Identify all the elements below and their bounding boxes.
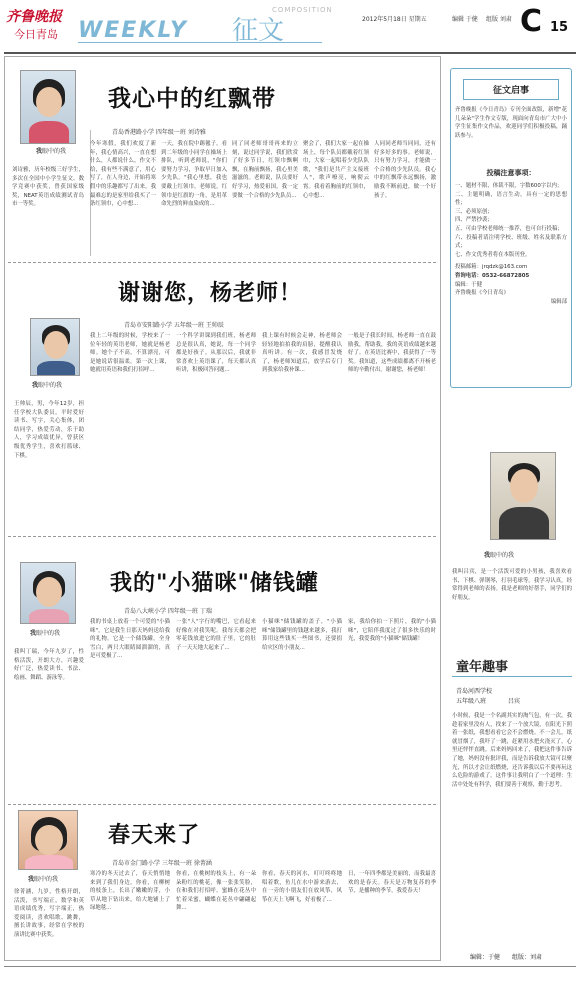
notice-req-0: 一、题材不限，体裁不限，字数600字以内； — [455, 183, 563, 189]
author-photo-3 — [20, 562, 76, 624]
article-title-5: 童年趣事 — [456, 660, 509, 675]
author-bio-5: 我叫吕宾，是一个活泼可爱的小男孩，我喜欢看书、下棋、弹钢琴，打羽毛球等。我学习认真，经常得到老师的表扬。我是老师的好帮手，同学们的好朋友。 — [452, 569, 572, 601]
page-number: 15 — [550, 20, 569, 35]
notice-contact: 编辑：于健 — [455, 281, 482, 288]
author-photo-1 — [20, 70, 76, 144]
article-2-col-4: 一般是子我长时间，杨老师一直在鼓励我，帮助我，我的英语成绩越来越好了。在英语比赛中，我获得了一等奖。我知道，这些成绩都离不开杨老师的辛勤付出。谢谢您，杨老师！ — [348, 333, 436, 374]
notice-body: 齐鲁晚报《今日青岛》专刊全面改版，新增"花儿朵朵"学生作文专版，现面向青岛市广大中小学生征集作文作品，欢迎同学们积极投稿，踊跃参与。 — [455, 107, 567, 139]
notice-phone: 咨询电话：0532-66872805 — [455, 272, 530, 279]
article-5-grade: 五年级八班 — [456, 698, 487, 705]
article-1-col-2: 一天，我在院中踢毽子，看到二年级的小同学在操场上排队，听到老师说，"你们要努力学习，争取早日加入少先队。"我心里想，我也要戴上红领巾。老师说，红领巾是红旗的一角，是用革命先烈的鲜血染成的... — [161, 141, 227, 208]
article-5-rule — [452, 676, 572, 677]
dateline: 2012年5月18日 星期五 — [362, 16, 427, 23]
section-separator — [8, 804, 436, 805]
bottom-rule — [4, 966, 576, 967]
article-5-body: 小时候，我是一个名副其实的淘气包，有一次，我趁着家里没有人，找来了一个放大镜，在阳光下照着一张纸，我想看看它会不会燃烧。不一会儿，纸就冒烟了，我吓了一跳，赶紧用水把火浇灭了，心里还怦怦直跳。后来妈妈回来了，我把这件事告诉了她，妈妈没有批评我，而是告诉我放大镜可以聚光，所以才会让纸燃烧，还告诉我以后不要再玩这么危险的游戏了。这件事让我明白了一个道理：生活中处处有科学，我们要善于观察，勤于思考。 — [452, 713, 572, 788]
article-2-col-1: 我上二年级的时候，学校来了一位年轻的英语老师，她就是杨老师。她个子不高，不算漂亮，可是她说话很温柔。第一次上课，她就用英语和我们打招呼... — [90, 333, 170, 374]
submission-notice-box — [450, 68, 572, 388]
designer-credit: 组版 刘肃 — [486, 16, 512, 23]
article-title-4: 春天来了 — [108, 823, 201, 848]
article-4-col-2: 你看，在桃树的枝头上，有一朵朵粉红的桃花，像一张张笑脸，在和我们打招呼。蜜蜂在花丛中忙着采蜜，蝴蝶在花丛中翩翩起舞... — [176, 871, 256, 912]
photo-caption-2: 我眼中的我 — [32, 382, 63, 389]
footer-designer: 组版：刘肃 — [512, 954, 543, 961]
newspaper-logo: 齐鲁晚报 — [6, 9, 62, 25]
page-letter: C — [520, 4, 543, 39]
author-photo-2 — [30, 318, 80, 376]
author-bio-3: 我叫丁瑞，今年九岁了，性格活泼，开朗大方，兴趣爱好广泛，热爱读书、书法、绘画、舞蹈、游泳等。 — [14, 649, 84, 681]
composition-label: COMPOSITION — [272, 6, 333, 14]
photo-caption-5: 我眼中的我 — [484, 552, 515, 559]
article-byline-2: 青岛市安阳路小学 五年级一班 王帅辰 — [124, 322, 224, 329]
notice-req-4: 五、可由学校老师统一推荐，也可自行投稿； — [455, 225, 563, 232]
article-3-col-3: 小猫咪"储钱罐的盖子，"小猫咪"储钱罐里的钱越来越多，我打算用这些钱买一些图书，还要捐给灾区的小朋友... — [262, 619, 342, 651]
author-bio-4: 徐菁涵，九岁，性格开朗，活泼，书写端正，数学和英语成绩优秀，写字端正，热爱阅读，喜欢唱歌、跳舞，擅长讲故事，经常在学校的演讲比赛中获奖。 — [14, 889, 84, 938]
section-separator — [8, 262, 436, 263]
weekly-label: WEEKLY — [78, 18, 188, 43]
zhengwen-label: 征文 — [232, 16, 285, 46]
notice-org: 齐鲁晚报《今日青岛》 — [455, 290, 509, 297]
article-2-col-2: 一个科学讲课到我们班，杨老师总是很认真，她说，每一个同学都是好孩子。从那以后，我就非常喜欢上英语课了，每天都认真听讲，积极回答问题... — [176, 333, 256, 374]
article-3-col-4: 家，我给你拍一下照片，我的"小猫咪"，它陪伴我度过了很多快乐的时光，我爱我的"小猫咪"储钱罐！ — [348, 619, 436, 643]
notice-req-2: 三、必须原创； — [455, 208, 493, 215]
article-4-col-3: 你看，春天的河水，叮叮咚咚地唱着歌，鱼儿在水中游来游去，在一旁的小朋友们在放风筝，风筝在天上飞啊飞，好看极了... — [262, 871, 342, 903]
masthead-rule — [78, 42, 322, 43]
photo-caption-1: 我眼中的我 — [36, 148, 67, 155]
article-4-col-4: 日，一年四季都是美丽的，而我最喜欢的是春天。春天是万物复苏的季节，是播种的季节，我爱春天！ — [348, 871, 436, 895]
article-2-col-3: 我上课有时候会走神，杨老师会轻轻地拍拍我的肩膀，提醒我认真听讲。有一次，我感冒发烧了，杨老师知道后，放学后专门到我家给我补课... — [262, 333, 342, 374]
section-name: 今日青岛 — [14, 28, 58, 41]
author-photo-4 — [18, 810, 78, 870]
article-1-col-1: 今年寒假，我们欢度了新年，我心情高兴，一直在想什么，人都说什么，作文不给，我有些不满意了，用心写了，在人身边，开始将寒假中的乐趣都写了出来，我最难忘的是家里给我买了一条红领巾，心中想... — [90, 141, 156, 208]
section-separator — [8, 536, 436, 537]
notice-req-3: 四、严禁抄袭； — [455, 217, 493, 224]
top-rule — [4, 52, 576, 54]
article-1-col-4: 聚会了，我们大家一起在操场上，每个队员都戴着红领巾，大家一起唱着少先队队歌，"我们是共产主义接班人"，歌声嘹亮，响彻云霄。我看着胸前的红领巾，心中想... — [303, 141, 369, 199]
article-byline-1: 青岛香港路小学 四年级一班 刘诗雅 — [112, 129, 206, 136]
article-title-2: 谢谢您，杨老师！ — [118, 281, 303, 306]
notice-req-1: 二、主题明确，语言生动，具有一定的思想性； — [455, 191, 567, 207]
photo-caption-4: 我眼中的我 — [28, 876, 59, 883]
editor-credit: 编辑 于健 — [452, 16, 478, 23]
notice-req-6: 七、作文优秀者将在本版刊登。 — [455, 251, 531, 258]
article-title-1: 我心中的红飘带 — [108, 86, 276, 112]
article-3-col-2: 一张"人"字行的嘴巴，它看起来好像在对我笑呢。我每天都会把零花钱放进它的肚子里，它的肚子一天天地大起来了... — [176, 619, 256, 651]
author-bio-1: 刘诗雅，历年校级三好学生，多次在全国中小学生征文、数学竞赛中获奖，曾获国家级奖，NEAT英语成绩测试青岛市一等奖。 — [12, 167, 84, 208]
article-1-col-5: 人同同老师当同同，还有好多好多的事。老师说，只有努力学习，才能做一个合格的少先队员。我心中的红飘带永远飘扬，激励我不断前进，做一个好孩子。 — [374, 141, 436, 199]
notice-email[interactable]: 投稿邮箱：jrqdzk@163.com — [455, 264, 528, 271]
article-5-name: 吕宾 — [508, 698, 521, 705]
article-title-3: 我的"小猫咪"储钱罐 — [110, 571, 319, 596]
photo-caption-3: 我眼中的我 — [30, 630, 61, 637]
article-byline-3: 青岛八大峡小学 四年级一班 丁瑞 — [124, 608, 212, 615]
notice-req-title: 投稿注意事项： — [486, 169, 536, 177]
footer-editor: 编辑：于健 — [470, 954, 501, 961]
notice-header: 征文启事 — [463, 79, 559, 100]
article-1-col-3: 同了同老师哥哥再来的立刻，说过同学说，我们欣赏了好多节日，红领巾飘啊飘，在胸前飘扬，我心里美滋滋的。老师说，队员要好好学习，热爱祖国，我一定要做一个合格的少先队员... — [232, 141, 298, 199]
author-photo-5 — [490, 452, 556, 540]
author-bio-2: 王帅辰，男，今年12岁，担任学校大队委员，平时爱好读书、写字，关心集体，团结同学，热爱劳动，乐于助人，学习成绩优异，曾获区级优秀学生，喜欢打篮球、下棋。 — [14, 401, 84, 459]
notice-req-5: 六、投稿者请注明学校、班级、姓名及联系方式； — [455, 234, 567, 250]
notice-org-2: 编辑部 — [550, 298, 567, 305]
article-3-col-1: 我的书桌上放着一个可爱的"小猫咪"，它是我生日那天妈妈送给我的礼物。它是一个储钱罐，全身雪白，两只大眼睛圆溜溜的，真是可爱极了... — [90, 619, 170, 660]
masthead — [0, 0, 580, 52]
article-5-school: 青岛河西学校 — [456, 688, 493, 695]
article-byline-4: 青岛市金门路小学 三年级一班 徐菁涵 — [112, 860, 212, 867]
article-4-col-1: 寒冷的冬天过去了，春天悄悄地来到了我们身边。你看，在柳树的枝条上，长出了嫩嫩的芽，小草从地下钻出来，给大地铺上了绿地毯... — [90, 871, 170, 912]
